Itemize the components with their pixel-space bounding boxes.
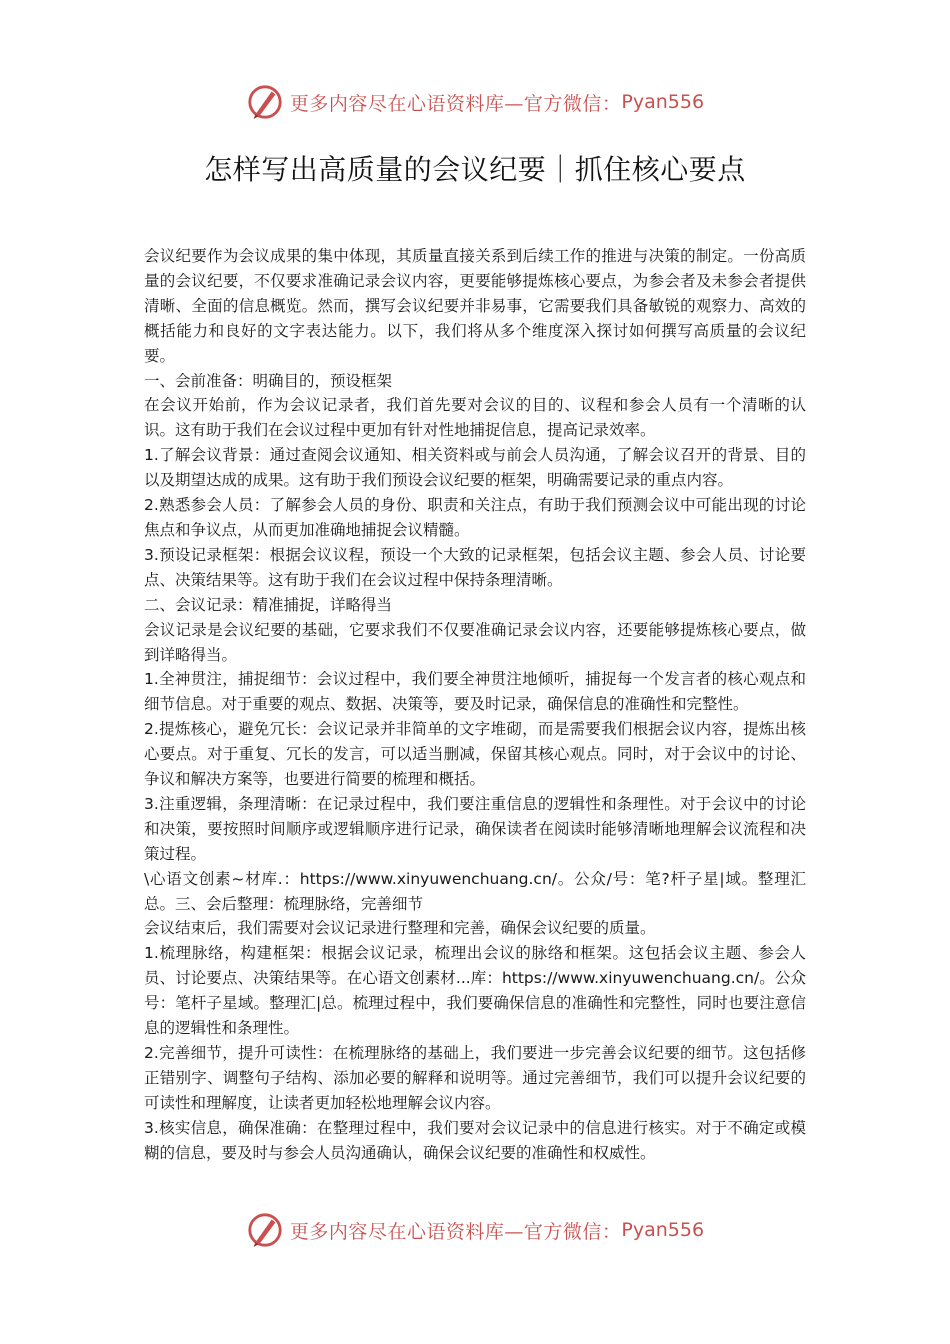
paragraph: 2.完善细节，提升可读性：在梳理脉络的基础上，我们要进一步完善会议纪要的细节。这包括修正错别字、调整句子结构、添加必要的解释和说明等。通过完善细节，我们可以提升会议纪要的可读性和理解度，让读者更加轻松地理解会议内容。 <box>144 1044 806 1112</box>
paragraph: 会议结束后，我们需要对会议记录进行整理和完善，确保会议纪要的质量。 <box>144 919 656 938</box>
banner-wechat-id: Pyan556 <box>621 1219 705 1241</box>
banner-wechat-id: Pyan556 <box>621 91 705 113</box>
quill-pen-circle-icon <box>246 1211 284 1249</box>
banner-text: 更多内容尽在心语资料库—官方微信： <box>289 92 622 115</box>
section-heading: 二、会议记录：精准捕捉，详略得当 <box>144 595 393 614</box>
paragraph: 会议记录是会议纪要的基础，它要求我们不仅要准确记录会议内容，还要能够提炼核心要点，做到详略得当。 <box>144 620 806 664</box>
document-title: 怎样写出高质量的会议纪要｜抓住核心要点 <box>204 153 746 186</box>
paragraph: 2.提炼核心，避免冗长：会议记录并非简单的文字堆砌，而是需要我们根据会议内容，提炼出核心要点。对于重复、冗长的发言，可以适当删减，保留其核心观点。同时，对于会议中的讨论、争议和解决方案等，也要进行简要的梳理和概括。 <box>144 720 806 789</box>
paragraph: 1.全神贯注，捕捉细节：会议过程中，我们要全神贯注地倾听，捕捉每一个发言者的核心观点和细节信息。对于重要的观点、数据、决策等，要及时记录，确保信息的准确性和完整性。 <box>144 670 806 714</box>
quill-pen-circle-icon <box>246 83 284 121</box>
paragraph: 1.梳理脉络，构建框架：根据会议记录，梳理出会议的脉络和框架。这包括会议主题、参会人员、讨论要点、决策结果等。在心语文创素材...库：https://www.xinyuwenchuang.cn/。公众号：笔杆子星域。整理汇|总。梳理过程中，我们要确保信息的准确性和完整性，同时也要注意信息的逻辑性和条理性。 <box>144 944 806 1038</box>
paragraph: 会议纪要作为会议成果的集中体现，其质量直接关系到后续工作的推进与决策的制定。一份高质量的会议纪要，不仅要求准确记录会议内容，更要能够提炼核心要点，为参会者及未参会者提供清晰、全面的信息概览。然而，撰写会议纪要并非易事，它需要我们具备敏锐的观察力、高效的概括能力和良好的文字表达能力。以下，我们将从多个维度深入探讨如何撰写高质量的会议纪要。 <box>144 247 806 365</box>
paragraph: 3.核实信息，确保准确：在整理过程中，我们要对会议记录中的信息进行核实。对于不确定或模糊的信息，要及时与参会人员沟通确认，确保会议纪要的准确性和权威性。 <box>144 1118 806 1162</box>
header-banner <box>0 80 950 124</box>
footer-banner <box>0 1208 950 1252</box>
banner-text: 更多内容尽在心语资料库—官方微信： <box>289 1220 622 1243</box>
paragraph: 1.了解会议背景：通过查阅会议通知、相关资料或与前会人员沟通，了解会议召开的背景、目的以及期望达成的成果。这有助于我们预设会议纪要的框架，明确需要记录的重点内容。 <box>144 446 806 490</box>
paragraph: 2.熟悉参会人员：了解参会人员的身份、职责和关注点，有助于我们预测会议中可能出现的讨论焦点和争议点，从而更加准确地捕捉会议精髓。 <box>144 496 806 539</box>
document-body <box>144 244 806 1166</box>
paragraph: 在会议开始前，作为会议记录者，我们首先要对会议的目的、议程和参会人员有一个清晰的认识。这有助于我们在会议过程中更加有针对性地捕捉信息，提高记录效率。 <box>144 396 806 440</box>
paragraph: 3.注重逻辑，条理清晰：在记录过程中，我们要注重信息的逻辑性和条理性。对于会议中的讨论和决策，要按照时间顺序或逻辑顺序进行记录，确保读者在阅读时能够清晰地理解会议流程和决策过程。 <box>144 794 806 863</box>
section-heading: 一、会前准备：明确目的，预设框架 <box>144 371 393 390</box>
paragraph: \心语文创素~材库.：https://www.xinyuwenchuang.cn/。公众/号：笔?杆子星|域。整理汇总。三、会后整理：梳理脉络，完善细节 <box>144 869 806 913</box>
paragraph: 3.预设记录框架：根据会议议程，预设一个大致的记录框架，包括会议主题、参会人员、讨论要点、决策结果等。这有助于我们在会议过程中保持条理清晰。 <box>144 545 806 589</box>
